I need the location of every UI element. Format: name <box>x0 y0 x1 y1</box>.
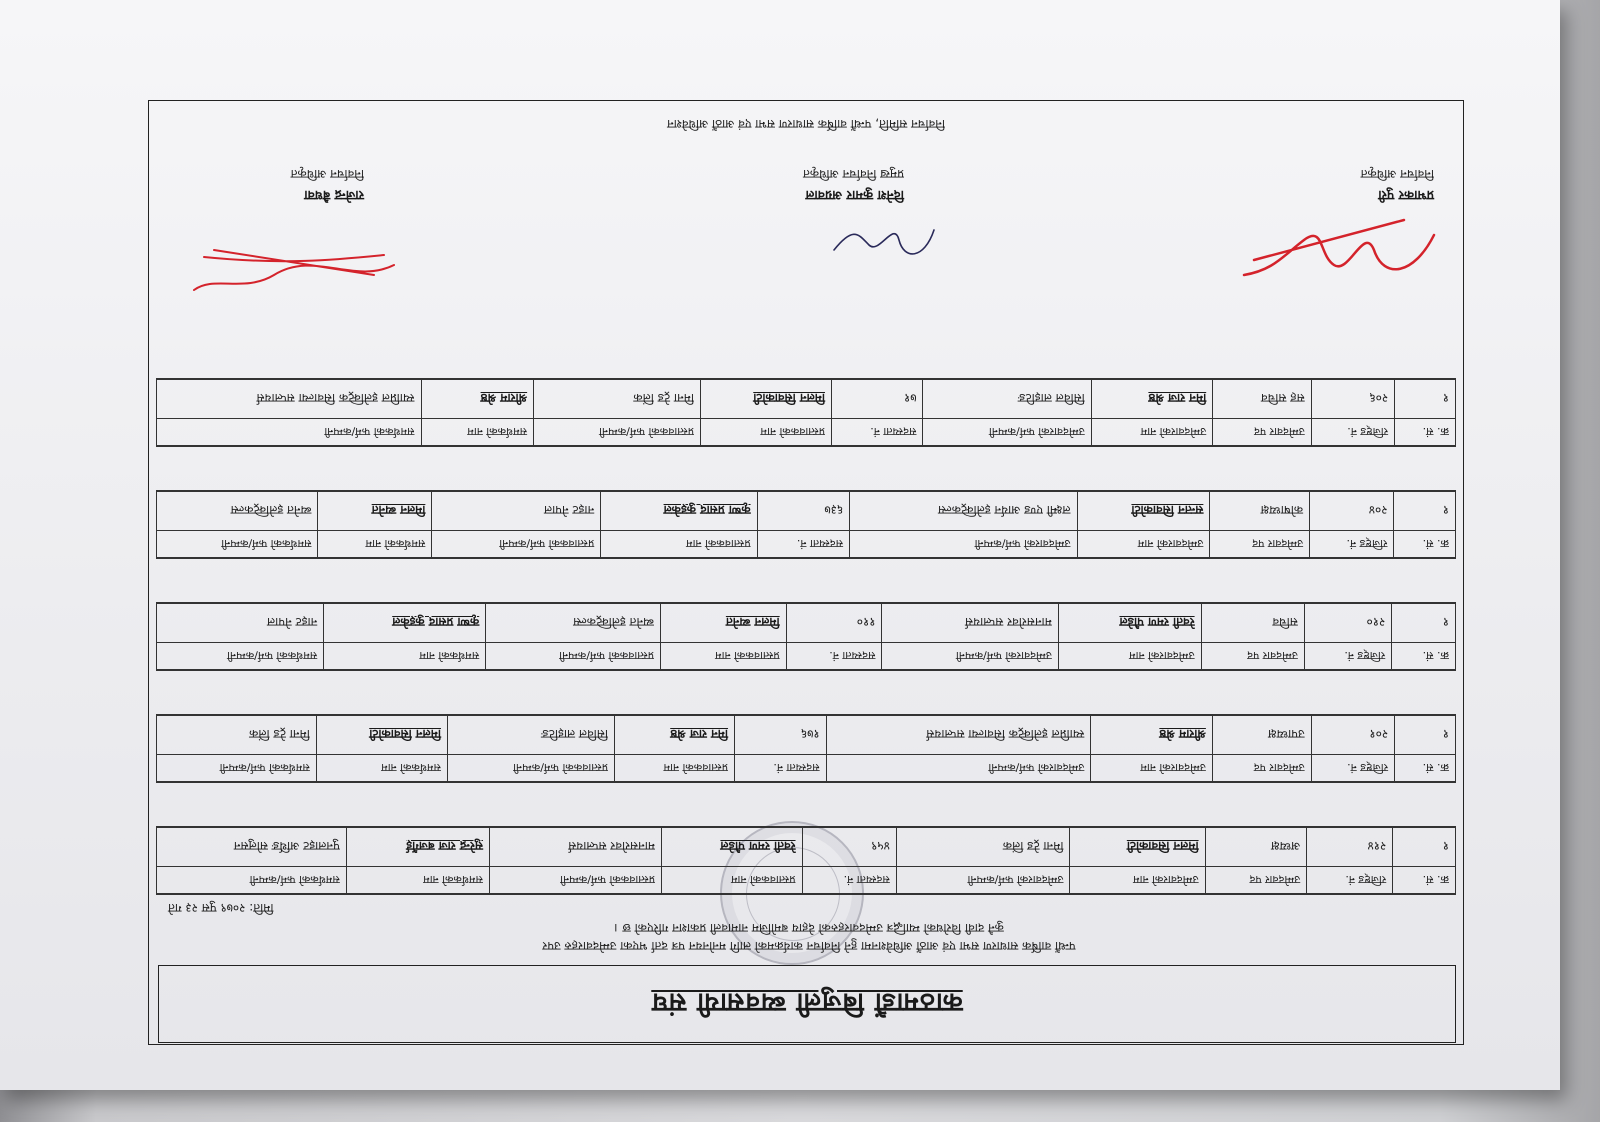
col-sn: क्र. सं. <box>1394 531 1456 558</box>
candidate-block-4 <box>156 490 1456 559</box>
cell-firm: सिविल लाइटिङ <box>923 380 1091 419</box>
col-reg: रजिष्ट्ड नं. <box>1311 755 1394 782</box>
cell-post: सचिव <box>1201 604 1304 643</box>
intro-text <box>194 919 1424 955</box>
cell-proposer-firm: सिविल लाइटिङ <box>447 716 614 755</box>
candidate-table <box>156 379 1456 446</box>
col-proposer: प्रस्तावकको नाम <box>615 755 735 782</box>
col-name: उम्मेदवारको नाम <box>1091 755 1213 782</box>
col-firm: उम्मेदवारको फर्म/कम्पनी <box>882 643 1058 670</box>
table-header-row <box>157 755 1456 782</box>
signature-scribble-1 <box>1224 205 1444 295</box>
cell-seconder: सुरेन्द्र राज बजगैंई <box>346 828 489 867</box>
col-seconder-firm: समर्थकको फर्म/कम्पनी <box>157 755 317 782</box>
col-post: उम्मेदवार पद <box>1201 643 1304 670</box>
col-name: उम्मेदवारको नाम <box>1070 867 1205 894</box>
col-sn: क्र. सं. <box>1392 643 1456 670</box>
signer-3 <box>291 166 364 205</box>
signer-role: निर्वाचन अधिकृत <box>1360 167 1434 181</box>
cell-member-no: ४५९ <box>802 828 896 867</box>
col-sn: क्र. सं. <box>1395 755 1456 782</box>
cell-proposer: मिलन सिवाकोटी <box>701 380 832 419</box>
cell-member-no: ७१ <box>832 380 923 419</box>
col-firm: उम्मेदवारको फर्म/कम्पनी <box>896 867 1070 894</box>
candidate-table <box>156 491 1456 558</box>
cell-sn: १ <box>1392 604 1456 643</box>
col-reg: रजिष्ट्ड नं. <box>1307 867 1393 894</box>
table-header-row <box>157 643 1456 670</box>
cell-sn: १ <box>1393 828 1456 867</box>
candidate-block-5 <box>156 378 1456 447</box>
candidate-table <box>156 827 1456 894</box>
cell-member-no: ११० <box>786 604 882 643</box>
col-member-no: सदस्यता नं. <box>786 643 882 670</box>
cell-firm: मानसरोवर सप्लायर्स <box>882 604 1058 643</box>
col-proposer-firm: प्रस्तावकको फर्म/कम्पनी <box>486 643 661 670</box>
signer-2 <box>803 166 904 205</box>
document-title: काठमाडौं बिजुली ब्यवसायी संघ <box>651 987 963 1017</box>
col-seconder: समर्थकको नाम <box>324 643 486 670</box>
cell-reg: २०४ <box>1310 492 1394 531</box>
col-reg: रजिष्ट्ड नं. <box>1311 419 1394 446</box>
col-proposer-firm: प्रस्तावकको फर्म/कम्पनी <box>489 867 661 894</box>
cell-member-no: ६३७ <box>757 492 850 531</box>
col-member-no: सदस्यता नं. <box>802 867 896 894</box>
cell-post: उपाध्यक्ष <box>1212 716 1311 755</box>
candidate-block-3 <box>156 602 1456 671</box>
cell-reg: २१० <box>1304 604 1391 643</box>
cell-reg: २०६ <box>1311 380 1394 419</box>
cell-name: रेवती रमण पौडेल <box>1058 604 1201 643</box>
cell-seconder-firm: स्याप्निल इलेक्ट्रिक सिवाल्या सप्लायर्स <box>157 380 422 419</box>
signer-name: प्रभाकर पुरी <box>1378 187 1434 202</box>
col-member-no: सदस्यता नं. <box>832 419 923 446</box>
cell-proposer: मिन राज श्रेष्ठ <box>615 716 735 755</box>
signature-scribble-2 <box>824 210 944 270</box>
col-name: उम्मेदवारको नाम <box>1058 643 1201 670</box>
cell-seconder: कृष्ण प्रसाद कुइकेल <box>324 604 486 643</box>
cell-proposer: मिलन ब्यनेत <box>661 604 787 643</box>
notice-date: मिति: २०७९ पुस २३ गते <box>168 901 274 915</box>
col-reg: रजिष्ट्ड नं. <box>1304 643 1391 670</box>
col-firm: उम्मेदवारको फर्म/कम्पनी <box>923 419 1091 446</box>
col-member-no: सदस्यता नं. <box>757 531 850 558</box>
notice-document <box>148 100 1464 1045</box>
col-seconder-firm: समर्थकको फर्म/कम्पनी <box>157 419 422 446</box>
table-row <box>157 380 1456 419</box>
cell-reg: २०१ <box>1311 716 1394 755</box>
cell-name: श्रीराम श्रेष्ठ <box>1091 716 1213 755</box>
cell-firm: लक्ष्मी एण्ड आर्यन इलेक्ट्रिकल्स <box>850 492 1077 531</box>
cell-proposer: रेवती रमण पौडेल <box>662 828 802 867</box>
col-firm: उम्मेदवारको फर्म/कम्पनी <box>850 531 1077 558</box>
intro-line-2: कुनै दावी विरोधको म्याद्भित्र उम्मेदवारहरुको देहाय बमोजिम नामावली प्रकाशन गरिएको छ । <box>614 921 1004 935</box>
cell-seconder: श्रीराम श्रेष्ठ <box>421 380 534 419</box>
candidate-block-1 <box>156 826 1456 895</box>
signature-scribble-3 <box>184 235 404 305</box>
cell-sn: १ <box>1395 380 1456 419</box>
col-proposer-firm: प्रस्तावकको फर्म/कम्पनी <box>534 419 701 446</box>
col-member-no: सदस्यता नं. <box>735 755 827 782</box>
signer-name: दिनेश कुमार अग्रवाल <box>805 187 904 202</box>
cell-seconder-firm: ब्यनेत इलेक्ट्रिकल्स <box>157 492 319 531</box>
signer-1 <box>1361 166 1434 205</box>
signer-role: प्रमुख निर्वाचन अधिकृत <box>803 167 904 181</box>
col-proposer: प्रस्तावकको नाम <box>701 419 832 446</box>
cell-post: सह सचिव <box>1213 380 1312 419</box>
col-proposer-firm: प्रस्तावकको फर्म/कम्पनी <box>447 755 614 782</box>
table-header-row <box>157 419 1456 446</box>
col-seconder-firm: समर्थकको फर्म/कम्पनी <box>157 867 347 894</box>
candidate-table <box>156 715 1456 782</box>
table-row <box>157 492 1456 531</box>
col-firm: उम्मेदवारको फर्म/कम्पनी <box>826 755 1091 782</box>
cell-seconder: मिलन ब्यनेत <box>318 492 432 531</box>
col-post: उम्मेदवार पद <box>1210 531 1310 558</box>
cell-sn: १ <box>1395 716 1456 755</box>
signer-role: निर्वाचन अधिकृत <box>290 167 364 181</box>
cell-firm: स्याप्निल इलेक्ट्रिक सिवाल्या सप्लायर्स <box>826 716 1091 755</box>
cell-proposer-firm: ब्यनेत इलेक्ट्रिकल्स <box>486 604 661 643</box>
cell-seconder-firm: पुनलाइट अर्थिङ सोलुसन <box>157 828 347 867</box>
signature-area <box>148 100 1464 365</box>
col-post: उम्मेदवार पद <box>1212 755 1311 782</box>
col-seconder-firm: समर्थकको फर्म/कम्पनी <box>157 531 319 558</box>
cell-sn: १ <box>1394 492 1456 531</box>
col-post: उम्मेदवार पद <box>1213 419 1312 446</box>
candidate-table <box>156 603 1456 670</box>
cell-seconder-firm: नाइट नेपाल <box>157 604 324 643</box>
col-name: उम्मेदवारको नाम <box>1077 531 1210 558</box>
cell-proposer-firm: मानसरोवर सप्लायर्स <box>489 828 661 867</box>
cell-member-no: १७६ <box>735 716 827 755</box>
col-seconder: समर्थकको नाम <box>318 531 432 558</box>
cell-post: अध्यक्ष <box>1205 828 1307 867</box>
cell-firm: मिना ट्रेड लिंक <box>896 828 1070 867</box>
candidate-block-2 <box>156 714 1456 783</box>
cell-proposer-firm: नाइट नेपाल <box>432 492 601 531</box>
cell-proposer-firm: मिना ट्रेड लिंक <box>534 380 701 419</box>
signer-name: राजेन्द्र बैधवा <box>304 187 364 202</box>
col-sn: क्र. सं. <box>1393 867 1456 894</box>
cell-reg: २१४ <box>1307 828 1393 867</box>
intro-line-1: पन्धौं वार्षिक साधारण सभा एवं आठौं अधिवेशनमा हुने निर्वाचन कार्यक्रमको लागि मनोनयन पत्र दर्ता भएका उम्मेदवारहरु उपर <box>542 939 1076 953</box>
col-proposer-firm: प्रस्तावकको फर्म/कम्पनी <box>432 531 601 558</box>
committee-footer: निर्वाचन समिति, पन्धौं वार्षिक साधारण सभा एवं आठौं अधिवेशन <box>667 117 945 131</box>
table-header-row <box>157 867 1456 894</box>
col-proposer: प्रस्तावकको नाम <box>601 531 757 558</box>
col-seconder: समर्थकको नाम <box>316 755 447 782</box>
cell-name: मिलन सिवाकोटी <box>1070 828 1205 867</box>
col-proposer: प्रस्तावकको नाम <box>662 867 802 894</box>
table-row <box>157 828 1456 867</box>
col-seconder-firm: समर्थकको फर्म/कम्पनी <box>157 643 324 670</box>
cell-name: सन्तन सिवाकोटी <box>1077 492 1210 531</box>
cell-seconder-firm: मिना ट्रेड लिंक <box>157 716 317 755</box>
col-reg: रजिष्ट्ड नं. <box>1310 531 1394 558</box>
col-post: उम्मेदवार पद <box>1205 867 1307 894</box>
col-seconder: समर्थकको नाम <box>421 419 534 446</box>
cell-name: मिन राज श्रेष्ठ <box>1091 380 1212 419</box>
col-name: उम्मेदवारको नाम <box>1091 419 1212 446</box>
cell-post: कोषाध्यक्ष <box>1210 492 1310 531</box>
col-seconder: समर्थकको नाम <box>346 867 489 894</box>
col-sn: क्र. सं. <box>1395 419 1456 446</box>
document-header <box>158 965 1456 1043</box>
table-row <box>157 716 1456 755</box>
cell-proposer: कृष्ण प्रसाद कुइकेल <box>601 492 757 531</box>
cell-seconder: मिलन सिवाकोटी <box>316 716 447 755</box>
col-proposer: प्रस्तावकको नाम <box>661 643 787 670</box>
table-header-row <box>157 531 1456 558</box>
table-row <box>157 604 1456 643</box>
